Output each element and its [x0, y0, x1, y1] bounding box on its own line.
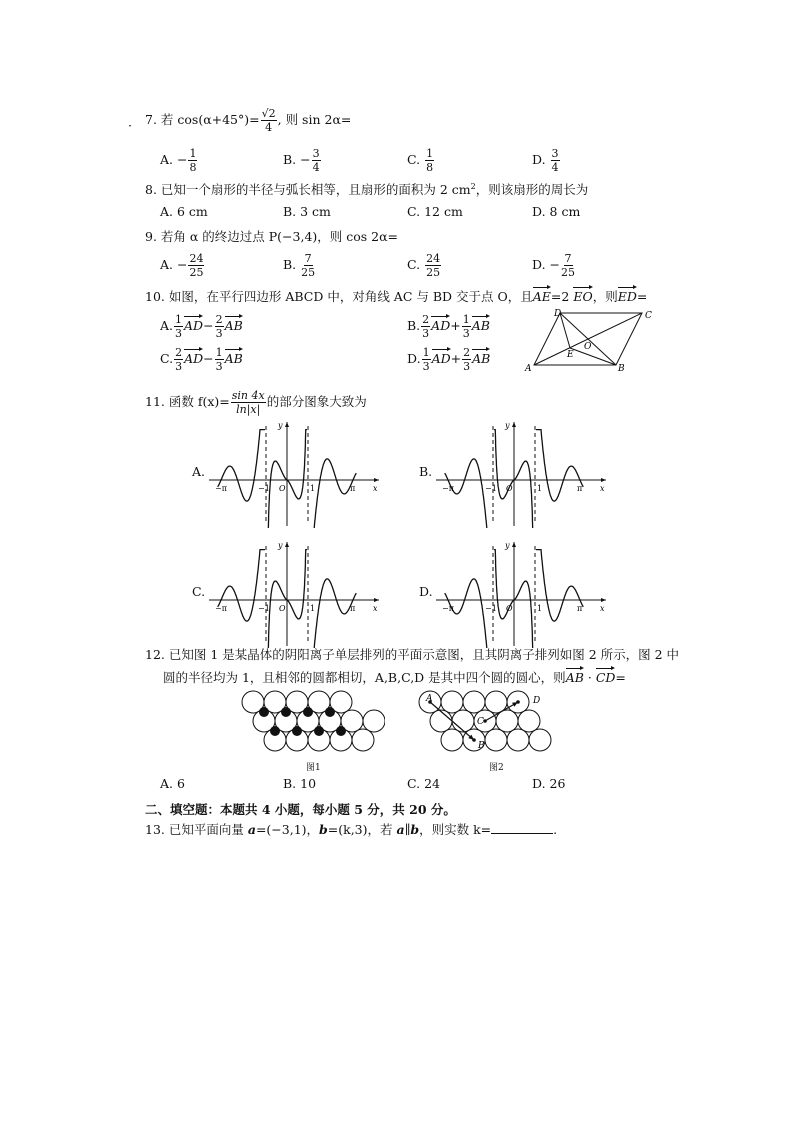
x-axis-arrow	[601, 598, 606, 602]
tick-label-neg-one: −1	[258, 484, 270, 493]
anion-circle	[352, 729, 374, 751]
parallelogram-figure	[520, 305, 660, 375]
q11-stem: 11. 函数 f(x)= $\frac{\sin 4x}{\ln|x|}$ 的部分图象大致为	[145, 389, 367, 416]
label-o: O	[584, 342, 592, 352]
tick-label-one: 1	[310, 604, 316, 613]
fig2-label-a: A	[426, 694, 433, 704]
q7-option-a[interactable]: A. − $\frac{1}{8}$	[160, 147, 197, 174]
x-axis-label: x	[600, 604, 605, 613]
center-point	[472, 738, 476, 742]
q10-option-a[interactable]: A. $\frac{1}{3}$ AD− $\frac{2}{3}$ AB	[160, 313, 243, 340]
cation-dot	[281, 707, 291, 717]
q10-option-b[interactable]: B. $\frac{2}{3}$ AD+ $\frac{1}{3}$ AB	[407, 313, 490, 340]
anion-circle	[518, 710, 540, 732]
tick-label-one: 1	[537, 484, 543, 493]
q7-stem: 7. 若 cos(α+45°)= $\frac{√2}{4}$ , 则 sin 2α=	[145, 107, 352, 134]
tick-label-pi: π	[349, 604, 356, 613]
y-axis-arrow	[512, 542, 516, 547]
label-b: B	[618, 364, 625, 374]
crystal-figure-2	[410, 688, 560, 758]
q9-option-d[interactable]: D. − $\frac{7}{25}$	[532, 252, 575, 279]
label-a: A	[525, 364, 532, 374]
origin-label: O	[506, 484, 513, 493]
tick-label-pi: π	[349, 484, 356, 493]
fig2-label-b: B	[478, 741, 485, 751]
cation-dot	[336, 726, 346, 736]
fig2-label-d: D	[533, 696, 541, 706]
tick-label-neg-pi: −π	[442, 604, 454, 613]
x-axis-arrow	[374, 478, 379, 482]
q10-option-d[interactable]: D. $\frac{1}{3}$ AD+ $\frac{2}{3}$ AB	[407, 346, 491, 373]
cation-dot	[292, 726, 302, 736]
label-e: E	[567, 350, 574, 360]
anion-circle	[363, 710, 385, 732]
tick-label-neg-pi: −π	[215, 484, 227, 493]
q11-graph-b[interactable]	[432, 418, 612, 528]
q8-option-d[interactable]: D. 8 cm	[532, 204, 581, 219]
y-axis-label: y	[278, 421, 283, 430]
tick-label-neg-one: −1	[485, 604, 497, 613]
anion-circle	[430, 710, 452, 732]
section-2-heading: 二、填空题：本题共 4 小题，每小题 5 分，共 20 分。	[145, 802, 456, 817]
x-axis-label: x	[373, 604, 378, 613]
q7-option-d[interactable]: D. $\frac{3}{4}$	[532, 147, 559, 174]
q8-option-a[interactable]: A. 6 cm	[160, 204, 208, 219]
tick-label-one: 1	[537, 604, 543, 613]
tick-label-pi: π	[576, 604, 583, 613]
q12-option-b[interactable]: B. 10	[283, 776, 317, 791]
anion-circle	[485, 729, 507, 751]
q9-stem: 9. 若角 α 的终边过点 P(−3,4)，则 cos 2α=	[145, 229, 399, 244]
cation-dot	[303, 707, 313, 717]
q11-option-d-label[interactable]: D.	[419, 584, 433, 599]
tick-label-one: 1	[310, 484, 316, 493]
anion-circle	[441, 729, 463, 751]
fig2-label-c: C	[477, 717, 484, 727]
q13-answer-blank[interactable]	[491, 823, 553, 834]
y-axis-label: y	[505, 421, 510, 430]
tick-label-pi: π	[576, 484, 583, 493]
q12-option-c[interactable]: C. 24	[407, 776, 440, 791]
q12-line1: 12. 已知图 1 是某晶体的阴阳离子单层排列的平面示意图，且其阴离子排列如图 2 所示，图 2 中	[145, 647, 680, 662]
y-axis-arrow	[285, 422, 289, 427]
q11-graph-c[interactable]	[205, 538, 385, 648]
anion-circle	[452, 710, 474, 732]
q9-option-a[interactable]: A. − $\frac{24}{25}$	[160, 252, 204, 279]
anion-circle	[529, 729, 551, 751]
y-axis-arrow	[285, 542, 289, 547]
q11-option-a-label[interactable]: A.	[192, 464, 206, 479]
q12-option-a[interactable]: A. 6	[160, 776, 185, 791]
x-axis-label: x	[600, 484, 605, 493]
q12-line2: 圆的半径均为 1，且相邻的圆都相切，A,B,C,D 是其中四个圆的圆心，则AB · CD=	[163, 666, 626, 686]
tick-label-neg-pi: −π	[442, 484, 454, 493]
tick-label-neg-pi: −π	[215, 604, 227, 613]
anion-circle	[463, 691, 485, 713]
q7-option-b[interactable]: B. − $\frac{3}{4}$	[283, 147, 320, 174]
q11-graph-a[interactable]	[205, 418, 385, 528]
q11-graph-d[interactable]	[432, 538, 612, 648]
q12-option-d[interactable]: D. 26	[532, 776, 566, 791]
fig1-caption: 图1	[306, 763, 321, 773]
y-axis-label: y	[505, 541, 510, 550]
q8-stem: 8. 已知一个扇形的半径与弧长相等，且扇形的面积为 2 $cm^2$，则该扇形的周长为	[145, 181, 589, 197]
q11-option-c-label[interactable]: C.	[192, 584, 206, 599]
anion-circle	[507, 729, 529, 751]
origin-label: O	[506, 604, 513, 613]
q8-option-b[interactable]: B. 3 cm	[283, 204, 331, 219]
q10-option-c[interactable]: C. $\frac{2}{3}$ AD− $\frac{1}{3}$ AB	[160, 346, 243, 373]
center-point	[516, 700, 520, 704]
segment-eb	[570, 348, 616, 365]
q9-option-c[interactable]: C. $\frac{24}{25}$	[407, 252, 441, 279]
origin-label: O	[279, 604, 286, 613]
x-axis-label: x	[373, 484, 378, 493]
q13-stem: 13. 已知平面向量 a=(−3,1)，b=(k,3)，若 a∥b，则实数 k= .	[145, 822, 558, 837]
cation-dot	[259, 707, 269, 717]
y-axis-arrow	[512, 422, 516, 427]
x-axis-arrow	[374, 598, 379, 602]
label-c: C	[645, 311, 652, 321]
q9-option-b[interactable]: B. $\frac{7}{25}$	[283, 252, 316, 279]
fig2-caption: 图2	[489, 763, 504, 773]
y-axis-label: y	[278, 541, 283, 550]
x-axis-arrow	[601, 478, 606, 482]
cation-dot	[270, 726, 280, 736]
q11-option-b-label[interactable]: B.	[419, 464, 433, 479]
origin-label: O	[279, 484, 286, 493]
q8-option-c[interactable]: C. 12 cm	[407, 204, 463, 219]
tick-label-neg-one: −1	[258, 604, 270, 613]
q10-stem: 10. 如图，在平行四边形 ABCD 中，对角线 AC 与 BD 交于点 O，且AE=2 EO，则ED=	[145, 285, 647, 305]
margin-dot: ·	[128, 118, 132, 133]
q7-option-c[interactable]: C. $\frac{1}{8}$	[407, 147, 434, 174]
label-d: D	[554, 309, 562, 319]
crystal-figure-1	[235, 688, 385, 758]
anion-circle	[441, 691, 463, 713]
tick-label-neg-one: −1	[485, 484, 497, 493]
cation-dot	[325, 707, 335, 717]
cation-dot	[314, 726, 324, 736]
